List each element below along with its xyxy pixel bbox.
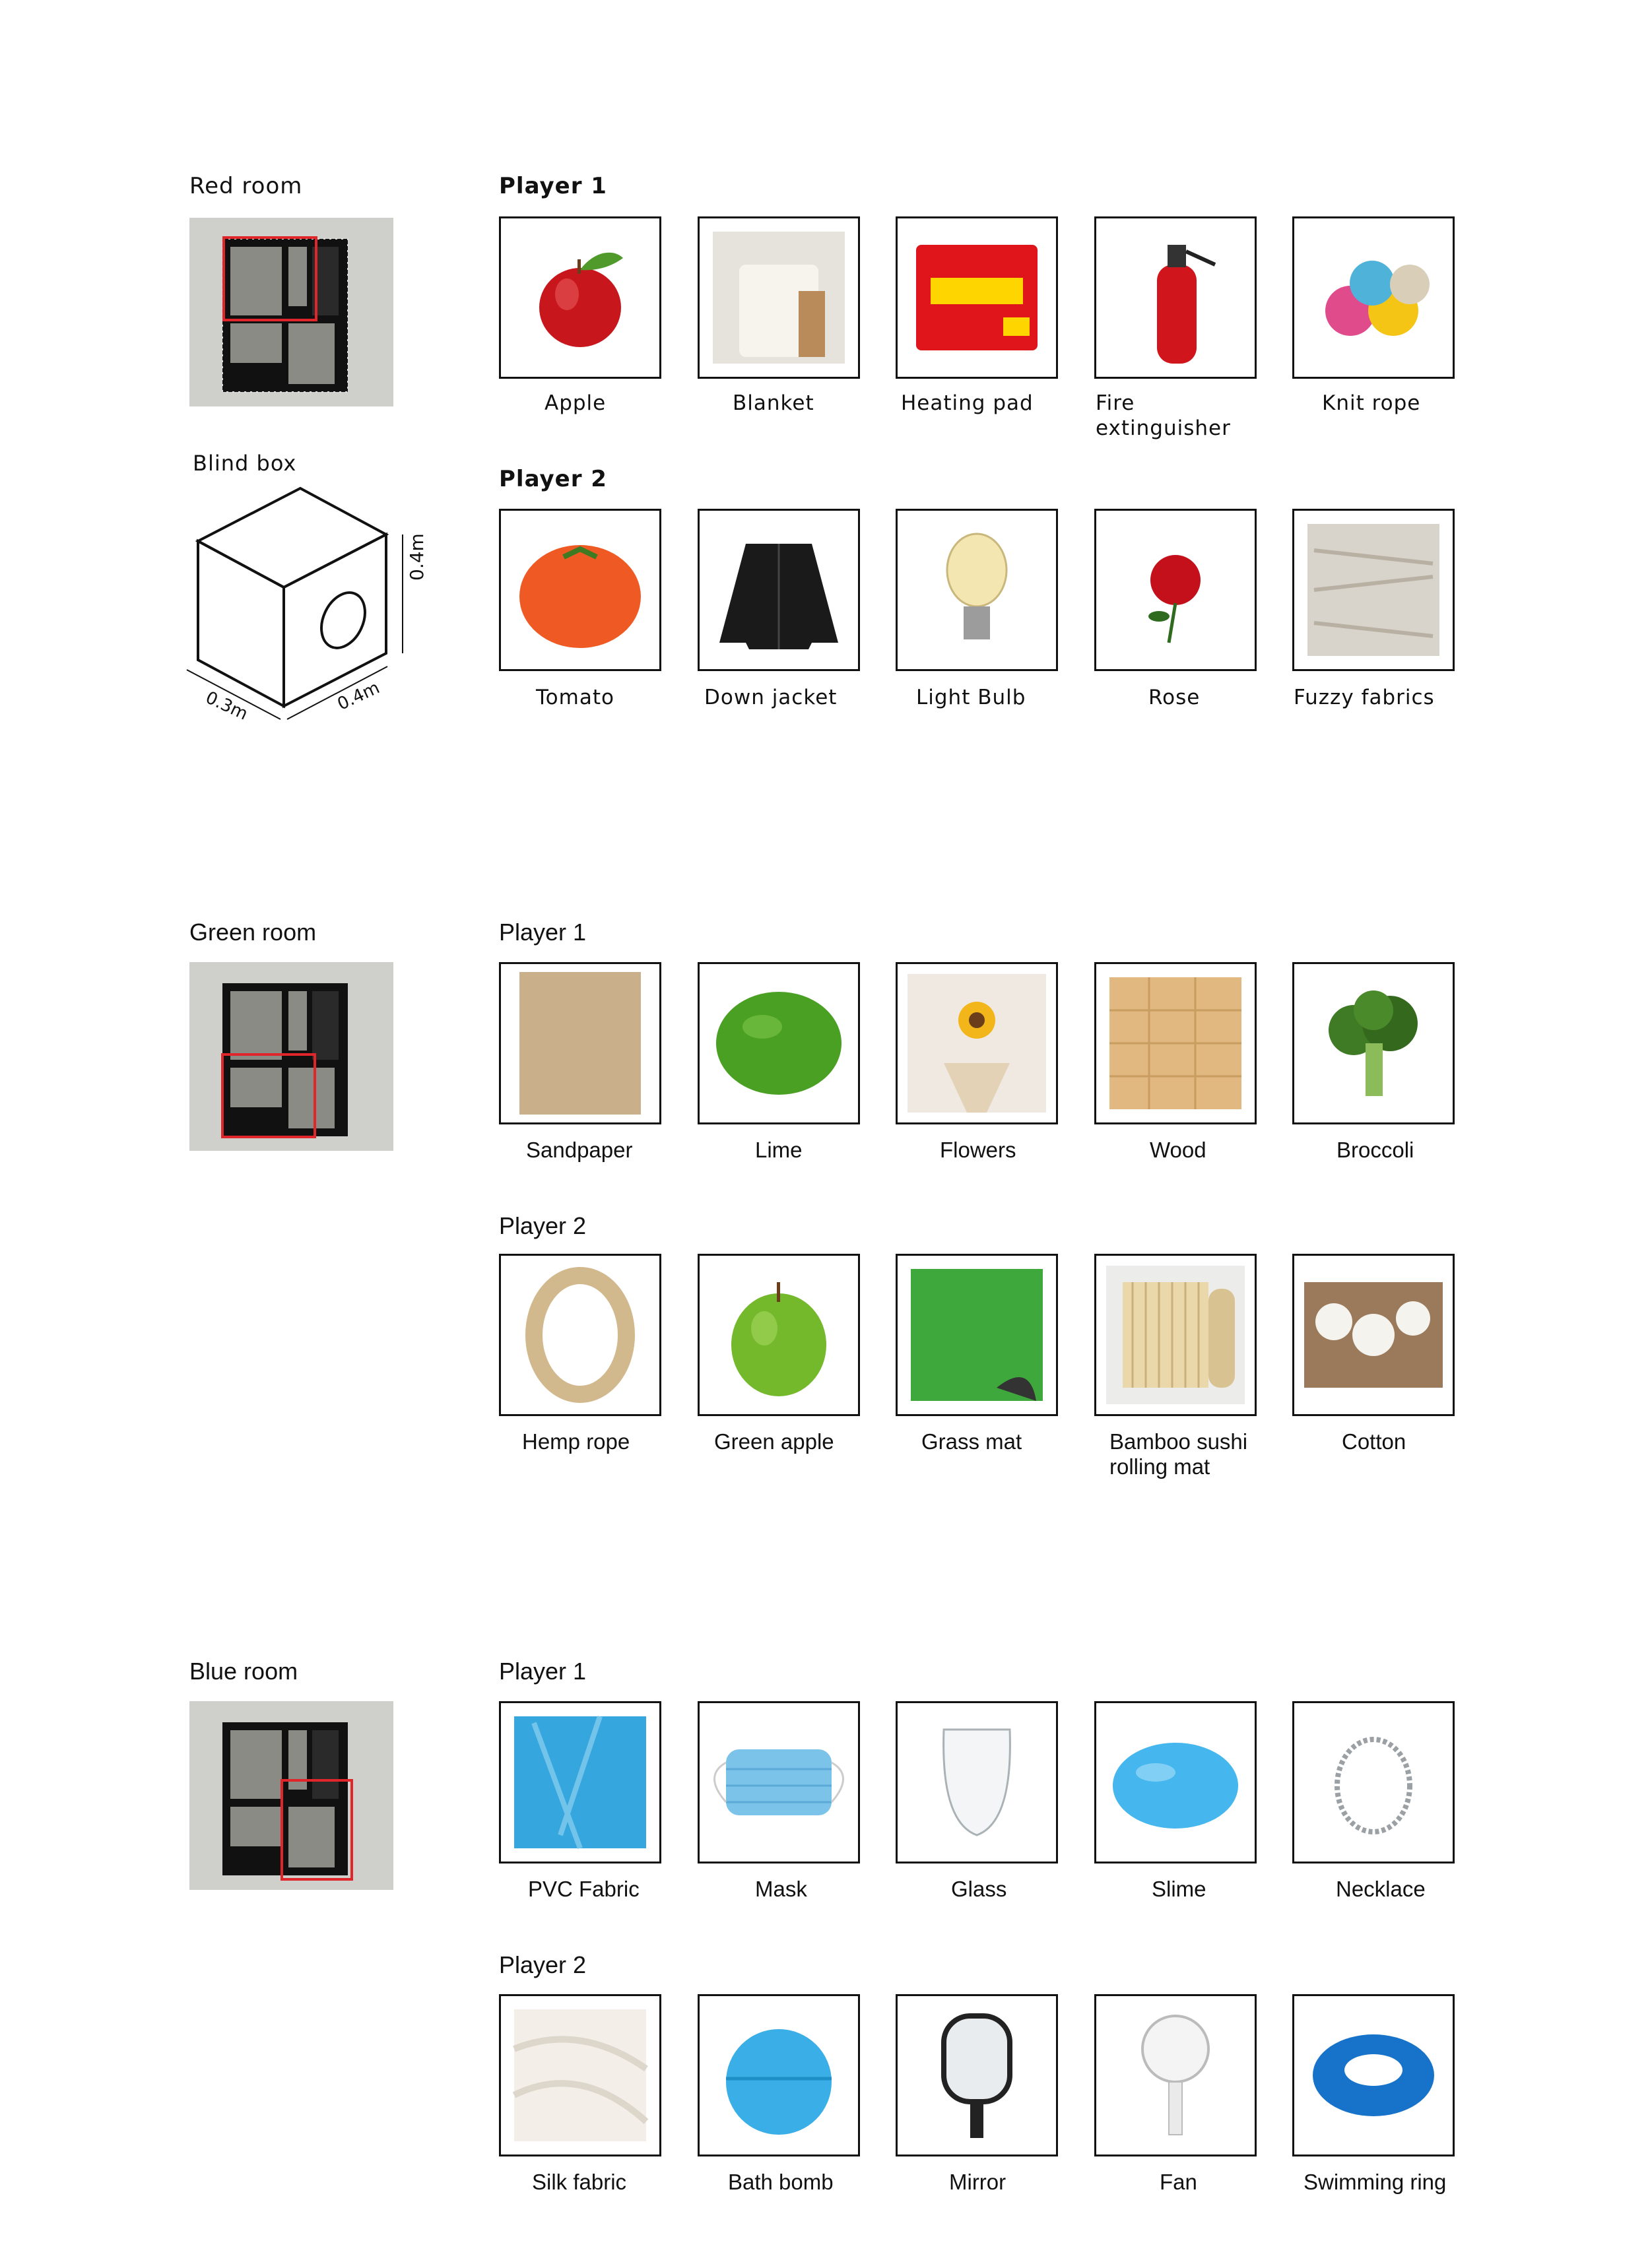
red-player2-label: Player 2 xyxy=(499,466,607,492)
caption-down-jacket: Down jacket xyxy=(704,686,838,709)
grass-mat-card xyxy=(896,1254,1058,1416)
caption-wood: Wood xyxy=(1150,1138,1206,1162)
dim-depth: 0.3m xyxy=(202,688,251,725)
glass-card xyxy=(896,1701,1058,1863)
caption-broccoli: Broccoli xyxy=(1336,1138,1414,1162)
mirror-card xyxy=(896,1994,1058,2156)
down-jacket-card xyxy=(698,509,860,671)
caption-rose: Rose xyxy=(1148,686,1201,709)
necklace-card xyxy=(1292,1701,1455,1863)
hemp-rope-card xyxy=(499,1254,661,1416)
caption-bath-bomb: Bath bomb xyxy=(728,2170,834,2194)
caption-grass-mat: Grass mat xyxy=(921,1429,1022,1454)
light-bulb-card xyxy=(896,509,1058,671)
caption-necklace: Necklace xyxy=(1336,1877,1426,1901)
heating-pad-card xyxy=(896,216,1058,379)
caption-sandpaper: Sandpaper xyxy=(526,1138,633,1162)
tomato-card xyxy=(499,509,661,671)
green-room-title: Green room xyxy=(189,919,317,946)
rose-card xyxy=(1094,509,1257,671)
broccoli-card xyxy=(1292,962,1455,1124)
bamboo-mat-card xyxy=(1094,1254,1257,1416)
caption-cotton: Cotton xyxy=(1342,1429,1406,1454)
lime-card xyxy=(698,962,860,1124)
bath-bomb-card xyxy=(698,1994,860,2156)
caption-light-bulb: Light Bulb xyxy=(916,686,1026,709)
caption-lime: Lime xyxy=(755,1138,803,1162)
blue-player2-label: Player 2 xyxy=(499,1951,587,1978)
blue-room-title: Blue room xyxy=(189,1658,298,1685)
silk-fabric-card xyxy=(499,1994,661,2156)
blanket-card xyxy=(698,216,860,379)
caption-hemp-rope: Hemp rope xyxy=(522,1429,630,1454)
caption-mirror: Mirror xyxy=(949,2170,1006,2194)
green-player1-label: Player 1 xyxy=(499,919,587,946)
caption-knit-rope: Knit rope xyxy=(1322,391,1421,415)
fan-card xyxy=(1094,1994,1257,2156)
wood-card xyxy=(1094,962,1257,1124)
green-room-floorplan xyxy=(189,962,393,1151)
caption-fire-extinguisher: Fire extinguisher xyxy=(1096,391,1231,440)
fuzzy-fabrics-card xyxy=(1292,509,1455,671)
caption-green-apple: Green apple xyxy=(714,1429,834,1454)
caption-tomato: Tomato xyxy=(536,686,614,709)
caption-silk-fabric: Silk fabric xyxy=(532,2170,627,2194)
green-apple-card xyxy=(698,1254,860,1416)
caption-blanket: Blanket xyxy=(733,391,814,415)
knit-rope-card xyxy=(1292,216,1455,379)
caption-swimming-ring: Swimming ring xyxy=(1304,2170,1447,2194)
caption-glass: Glass xyxy=(951,1877,1007,1901)
red-room-title: Red room xyxy=(189,173,303,199)
sandpaper-card xyxy=(499,962,661,1124)
green-player2-label: Player 2 xyxy=(499,1212,587,1239)
red-player1-label: Player 1 xyxy=(499,173,607,199)
slime-card xyxy=(1094,1701,1257,1863)
caption-flowers: Flowers xyxy=(940,1138,1016,1162)
mask-card xyxy=(698,1701,860,1863)
blind-box-label: Blind box xyxy=(193,451,297,476)
caption-fan: Fan xyxy=(1160,2170,1197,2194)
blue-room-floorplan xyxy=(189,1701,393,1890)
pvc-fabric-card xyxy=(499,1701,661,1863)
caption-mask: Mask xyxy=(755,1877,807,1901)
caption-pvc-fabric: PVC Fabric xyxy=(528,1877,640,1901)
cotton-card xyxy=(1292,1254,1455,1416)
blue-player1-label: Player 1 xyxy=(499,1658,587,1685)
flowers-card xyxy=(896,962,1058,1124)
caption-heating-pad: Heating pad xyxy=(901,391,1034,415)
fire-extinguisher-card xyxy=(1094,216,1257,379)
dim-width: 0.4m xyxy=(334,678,383,715)
red-room-floorplan xyxy=(189,218,393,406)
apple-card xyxy=(499,216,661,379)
caption-apple: Apple xyxy=(544,391,607,415)
dim-height: 0.4m xyxy=(406,533,428,581)
caption-fuzzy-fabrics: Fuzzy fabrics xyxy=(1294,686,1435,709)
blind-box-diagram xyxy=(182,482,446,732)
swimming-ring-card xyxy=(1292,1994,1455,2156)
caption-slime: Slime xyxy=(1152,1877,1206,1901)
caption-bamboo-mat: Bamboo sushi rolling mat xyxy=(1109,1429,1248,1479)
